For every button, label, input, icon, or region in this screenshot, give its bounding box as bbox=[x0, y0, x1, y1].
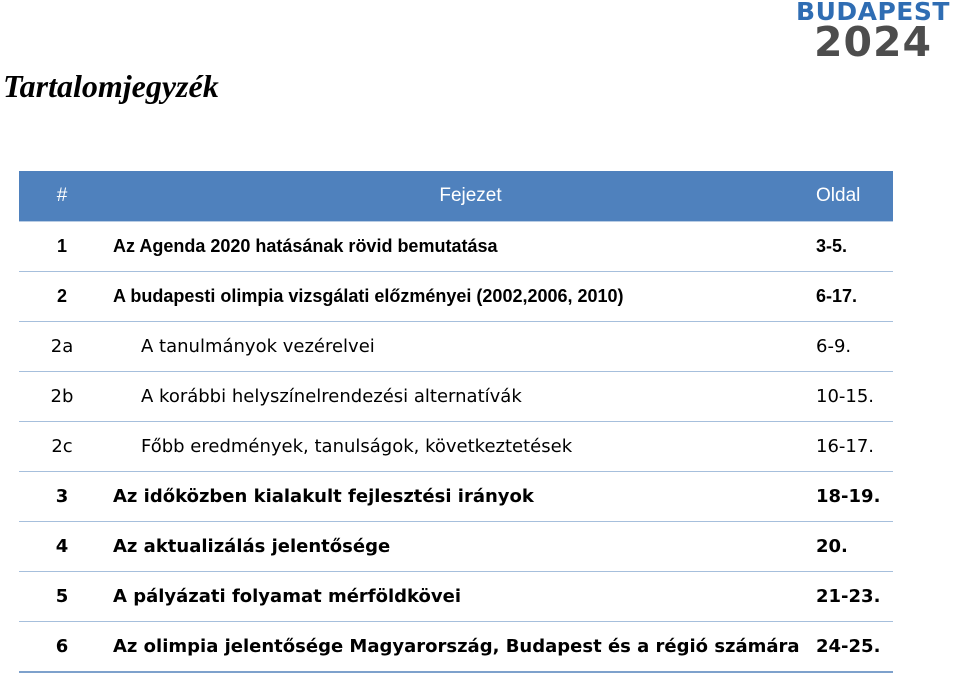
page-title: Tartalomjegyzék bbox=[3, 68, 219, 104]
row-page: 21-23. bbox=[796, 572, 893, 622]
row-number: 2c bbox=[19, 422, 105, 472]
row-chapter: Az Agenda 2020 hatásának rövid bemutatása bbox=[105, 222, 796, 272]
row-page: 16-17. bbox=[796, 422, 893, 472]
row-number: 4 bbox=[19, 522, 105, 572]
row-chapter: A pályázati folyamat mérföldkövei bbox=[105, 572, 796, 622]
logo-bottom-text: 2024 bbox=[813, 18, 933, 66]
row-chapter: Az aktualizálás jelentősége bbox=[105, 522, 796, 572]
budapest-2024-logo bbox=[792, 0, 954, 66]
table-row bbox=[19, 222, 893, 272]
table-row bbox=[19, 472, 893, 522]
table-row bbox=[19, 622, 893, 673]
row-number: 1 bbox=[19, 222, 105, 272]
table-row bbox=[19, 372, 893, 422]
table-row bbox=[19, 422, 893, 472]
table-row bbox=[19, 572, 893, 622]
table-row bbox=[19, 322, 893, 372]
row-page: 3-5. bbox=[796, 222, 893, 272]
row-page: 6-9. bbox=[796, 322, 893, 372]
row-number: 2a bbox=[19, 322, 105, 372]
header-number: # bbox=[19, 171, 105, 222]
row-number: 2 bbox=[19, 272, 105, 322]
row-number: 6 bbox=[19, 622, 105, 673]
row-number: 5 bbox=[19, 572, 105, 622]
row-chapter: Főbb eredmények, tanulságok, következtetések bbox=[105, 422, 796, 472]
row-page: 18-19. bbox=[796, 472, 893, 522]
row-page: 6-17. bbox=[796, 272, 893, 322]
row-chapter: A budapesti olimpia vizsgálati előzményei (2002,2006, 2010) bbox=[105, 272, 796, 322]
row-chapter: Az időközben kialakult fejlesztési irányok bbox=[105, 472, 796, 522]
row-chapter: Az olimpia jelentősége Magyarország, Budapest és a régió számára bbox=[105, 622, 796, 673]
table-header-row bbox=[19, 171, 893, 222]
row-chapter: A korábbi helyszínelrendezési alternatívák bbox=[105, 372, 796, 422]
header-page: Oldal bbox=[796, 171, 893, 222]
table-of-contents bbox=[19, 171, 893, 673]
row-chapter: A tanulmányok vezérelvei bbox=[105, 322, 796, 372]
table-row bbox=[19, 272, 893, 322]
logo-top-text: BUDAPEST bbox=[796, 0, 950, 26]
row-page: 10-15. bbox=[796, 372, 893, 422]
row-number: 3 bbox=[19, 472, 105, 522]
row-page: 24-25. bbox=[796, 622, 893, 673]
row-page: 20. bbox=[796, 522, 893, 572]
header-chapter: Fejezet bbox=[105, 171, 796, 222]
row-number: 2b bbox=[19, 372, 105, 422]
table-row bbox=[19, 522, 893, 572]
